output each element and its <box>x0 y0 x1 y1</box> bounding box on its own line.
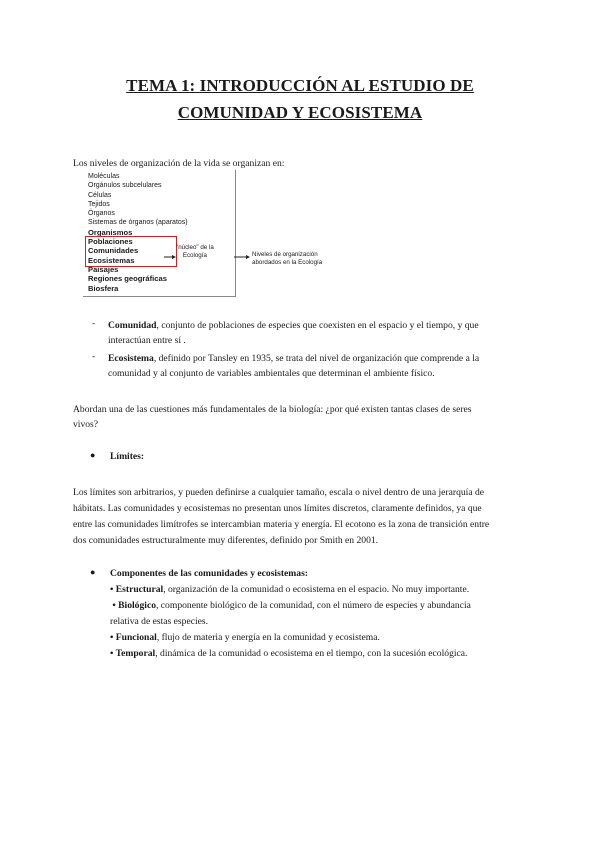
level-item: Comunidades <box>88 246 139 256</box>
level-item: Sistemas de órganos (aparatos) <box>88 219 188 227</box>
definition-text: , conjunto de poblaciones de especies que coexisten en el espacio y el tiempo, y que <box>156 320 479 331</box>
limites-line-3: entre las comunidades limítrofes se intercambian materia y energía. El ecotono es la zona de transición entre <box>73 519 490 530</box>
level-item: Biosfera <box>88 283 119 293</box>
limites-line-1: Los límites son arbitrarios, y pueden definirse a cualquier tamaño, escala o nivel dentro de una jerarquía de <box>73 487 485 498</box>
title-line-2: COMUNIDAD Y ECOSISTEMA <box>177 103 423 122</box>
component-funcional <box>110 630 380 645</box>
section-heading-limites: Límites: <box>110 451 145 462</box>
title-line-1: TEMA 1: INTRODUCCIÓN AL ESTUDIO DE <box>126 76 474 95</box>
level-item: Paisajes <box>88 264 119 274</box>
level-item: Células <box>88 191 112 199</box>
definition-ecosistema <box>108 351 479 366</box>
arrow-head-icon <box>246 255 250 259</box>
level-item: Regiones geográficas <box>88 274 167 284</box>
component-biologico <box>110 598 471 613</box>
niveles-label <box>252 251 322 267</box>
definition-comunidad-cont: interactúan entre sí . <box>108 335 186 346</box>
limites-line-4: dos comunidades estructuralmente muy diferentes, definido por Smith en 2001. <box>73 535 379 546</box>
level-item: Poblaciones <box>88 237 133 247</box>
niveles-label-line-1: Niveles de organización <box>252 251 318 258</box>
level-item: Órganos <box>88 210 115 218</box>
intro-paragraph: Los niveles de organización de la vida se organizan en: <box>73 158 285 169</box>
level-item: Organismos <box>88 227 133 237</box>
level-item: Orgánulos subcelulares <box>88 182 162 190</box>
nucleo-label-line-1: "núcleo" de la <box>176 244 214 251</box>
bullet-icon: ● <box>90 567 96 577</box>
term-biologico: • Biológico <box>110 600 156 611</box>
question-line-1: Abordan una de las cuestiones más fundamentales de la biología: ¿por qué existen tantas clases de seres <box>73 404 472 415</box>
term-comunidad: Comunidad <box>108 320 157 331</box>
component-text: , flujo de materia y energía en la comunidad y ecosistema. <box>156 632 380 643</box>
component-biologico-cont: relativa de estas especies. <box>110 616 209 627</box>
component-text: , componente biológico de la comunidad, con el número de especies y abundancia <box>156 600 471 611</box>
component-estructural <box>110 582 469 597</box>
dash-bullet: - <box>92 351 96 362</box>
component-temporal <box>110 646 467 661</box>
term-estructural: • Estructural <box>110 584 164 595</box>
component-text: , organización de la comunidad o ecosistema en el espacio. No muy importante. <box>163 584 470 595</box>
term-temporal: • Temporal <box>110 648 156 659</box>
term-funcional: • Funcional <box>110 632 157 643</box>
dash-bullet: - <box>92 318 96 329</box>
bullet-icon: ● <box>90 450 96 460</box>
definition-text: , definido por Tansley en 1935, se trata del nivel de organización que comprende a la <box>153 353 480 364</box>
nucleo-label-line-2: Ecología <box>182 252 207 259</box>
section-heading-componentes: Componentes de las comunidades y ecosistemas: <box>110 568 309 579</box>
definition-ecosistema-cont: comunidad y al conjunto de variables ambientales que determinan el ambiente físico. <box>108 368 435 379</box>
niveles-label-line-2: abordados en la Ecología <box>252 259 323 266</box>
level-item: Tejidos <box>88 200 110 208</box>
level-item: Moléculas <box>88 173 120 180</box>
definition-comunidad <box>108 318 479 333</box>
level-item: Ecosistemas <box>88 255 135 265</box>
arrow-head-icon <box>172 255 176 259</box>
term-ecosistema: Ecosistema <box>108 353 154 364</box>
component-text: , dinámica de la comunidad o ecosistema en el tiempo, con la sucesión ecológica. <box>155 648 468 659</box>
question-line-2: vivos? <box>73 419 99 430</box>
limites-line-2: hábitats. Las comunidades y ecosistemas no presentan unos límites discretos, claramente definidos, ya que <box>73 503 482 514</box>
